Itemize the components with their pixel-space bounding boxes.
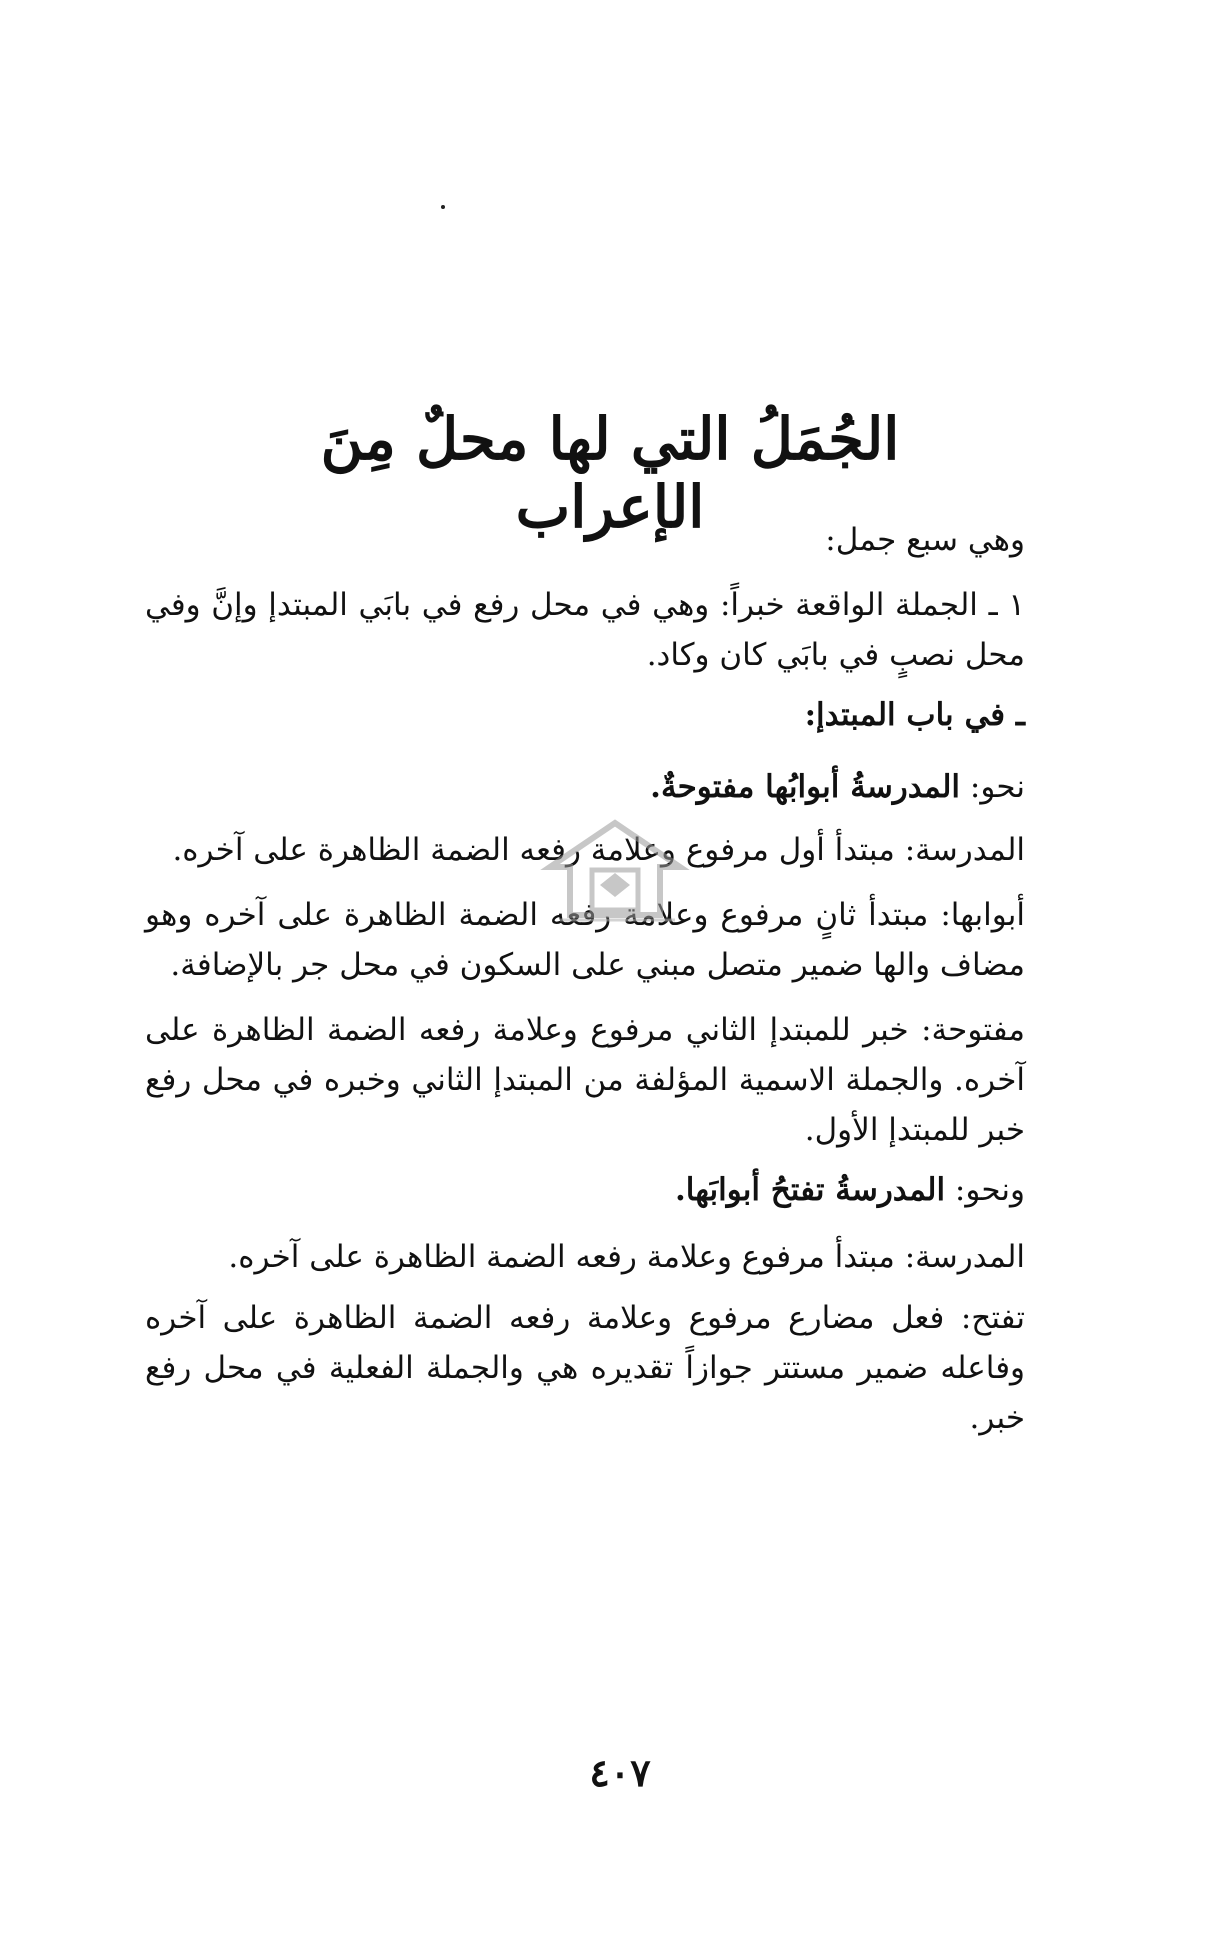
page-title: الجُمَلُ التي لها محلٌ مِنَ الإعراب (320, 405, 900, 541)
speck-mark (441, 205, 445, 209)
analysis-2-text: مبتدأ ثانٍ مرفوع وعلامة رفعه الضمة الظاهرة على آخره وهو مضاف والها ضمير متصل مبني على السكون في محل جر بالإضافة. (145, 897, 1025, 983)
example-2-sentence: المدرسةُ تفتحُ أبوابَها. (674, 1172, 946, 1208)
library-watermark-icon (540, 815, 690, 925)
analysis-4 (145, 1232, 1025, 1282)
analysis-4-label: المدرسة: (904, 1239, 1025, 1275)
example-1 (145, 762, 1025, 812)
example-2-label: ونحو: (954, 1172, 1025, 1208)
subheading (145, 690, 1025, 740)
example-1-label: نحو: (969, 769, 1025, 805)
example-1-sentence: المدرسةُ أبوابُها مفتوحةٌ. (650, 769, 961, 805)
intro-line: وهي سبع جمل: (825, 522, 1025, 558)
analysis-1-label: المدرسة: (904, 832, 1025, 868)
analysis-4-text: مبتدأ مرفوع وعلامة رفعه الضمة الظاهرة على آخره. (228, 1239, 895, 1275)
analysis-3 (145, 1005, 1025, 1155)
analysis-1-text: مبتدأ أول مرفوع وعلامة رفعه الضمة الظاهرة على آخره. (172, 832, 895, 868)
analysis-3-label: مفتوحة: (921, 1012, 1025, 1048)
page-number: ٤٠٧ (589, 1750, 651, 1795)
analysis-5-text: فعل مضارع مرفوع وعلامة رفعه الضمة الظاهرة على آخره وفاعله ضمير مستتر جوازاً تقديره هي والجملة الفعلية في محل رفع خبر. (145, 1300, 1025, 1436)
subheading-text: ـ في باب المبتدإ: (804, 697, 1025, 733)
item-1-paragraph: ١ ـ الجملة الواقعة خبراً: وهي في محل رفع في بابَي المبتدإ وإنَّ وفي محل نصبٍ في بابَي كان وكاد. (145, 587, 1025, 673)
analysis-5 (145, 1293, 1025, 1443)
analysis-3-text: خبر للمبتدإ الثاني مرفوع وعلامة رفعه الضمة الظاهرة على آخره. والجملة الاسمية المؤلفة من المبتدإ الثاني وخبره في محل رفع خبر للمبتدإ الأول. (145, 1012, 1025, 1148)
analysis-2-label: أبوابها: (940, 897, 1025, 933)
example-2 (145, 1165, 1025, 1215)
analysis-5-label: تفتح: (960, 1300, 1025, 1336)
